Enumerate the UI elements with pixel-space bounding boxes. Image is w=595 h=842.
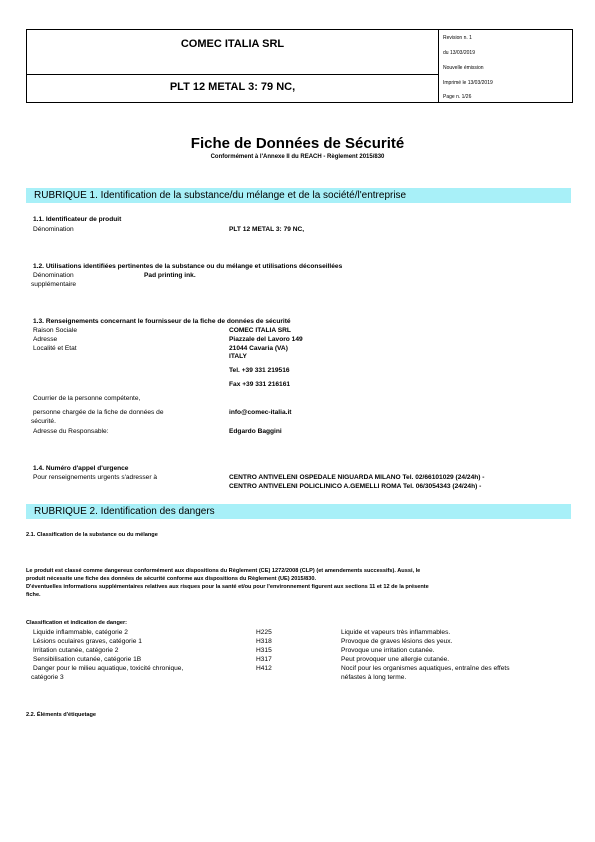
s12-label-a: Dénomination <box>33 272 74 279</box>
s14-title: 1.4. Numéro d'appel d'urgence <box>33 465 129 472</box>
s21-paragraph-line-3: D'éventuelles informations supplémentaires relatives aux risques pour la santé et/ou pour l'environnement figurent aux sections 11 et 12 de la présente <box>26 584 429 590</box>
class-name-5-cont: catégorie 3 <box>31 674 64 681</box>
header-company: COMEC ITALIA SRL <box>180 38 285 50</box>
responsable-value: Edgardo Baggini <box>229 428 282 435</box>
s21-paragraph-line-4: fiche. <box>26 592 41 598</box>
class-name-4: Sensibilisation cutanée, catégorie 1B <box>33 656 142 663</box>
personne-label-a: personne chargée de la fiche de données de <box>33 409 164 416</box>
s11-label: Dénomination <box>33 226 74 233</box>
header-printed: Imprimé le 13/03/2019 <box>443 80 493 86</box>
class-code-5: H412 <box>256 665 272 672</box>
raison-label: Raison Sociale <box>33 327 77 334</box>
class-code-2: H318 <box>256 638 272 645</box>
section-2-bar <box>26 504 571 519</box>
class-name-1: Liquide inflammable, catégorie 2 <box>33 629 128 636</box>
responsable-label: Adresse du Responsable: <box>33 428 109 435</box>
class-code-3: H315 <box>256 647 272 654</box>
localite-value: 21044 Cavaria (VA) <box>229 345 288 352</box>
class-desc-1: Liquide et vapeurs très inflammables. <box>341 629 451 636</box>
s11-value: PLT 12 METAL 3: 79 NC, <box>229 226 305 233</box>
header-page: Page n. 1/26 <box>443 94 472 100</box>
localite-label: Localité et Etat <box>33 345 77 352</box>
personne-label-b: sécurité. <box>31 418 56 425</box>
header-revision: Revision n. 1 <box>443 35 472 41</box>
adresse-label: Adresse <box>33 336 58 343</box>
page-title: Fiche de Données de Sécurité <box>190 135 405 152</box>
header-product: PLT 12 METAL 3: 79 NC, <box>169 81 296 93</box>
header-new-emission: Nouvelle émission <box>443 65 484 71</box>
section-2-title: RUBRIQUE 2. Identification des dangers <box>34 506 215 517</box>
s13-title: 1.3. Renseignements concernant le fournisseur de la fiche de données de sécurité <box>33 318 291 325</box>
s21-title: 2.1. Classification de la substance ou du mélange <box>26 532 158 538</box>
urgent-label: Pour renseignements urgents s'adresser à <box>33 474 158 481</box>
header-revision-date: du 13/03/2019 <box>443 50 475 56</box>
section-1-title: RUBRIQUE 1. Identification de la substance/du mélange et de la société/l'entreprise <box>34 190 407 201</box>
courrier-label: Courrier de la personne compétente, <box>33 395 141 402</box>
fax-value: Fax +39 331 216161 <box>229 381 291 388</box>
class-desc-5: Nocif pour les organismes aquatiques, entraîne des effets <box>341 665 510 672</box>
section-1-bar <box>26 188 571 203</box>
s22-title: 2.2. Éléments d'étiquetage <box>26 712 97 718</box>
class-desc-3: Provoque une irritation cutanée. <box>341 647 435 654</box>
raison-value: COMEC ITALIA SRL <box>229 327 291 334</box>
s12-title: 1.2. Utilisations identifiées pertinentes de la substance ou du mélange et utilisations déconseillées <box>33 263 343 270</box>
s12-value: Pad printing ink. <box>144 272 196 279</box>
s21-paragraph-line-1: Le produit est classé comme dangereux conformément aux dispositions du Règlement (CE) 1272/2008 (CLP) (et amendements successifs). Aussi, le <box>26 568 421 574</box>
class-name-2: Lésions oculaires graves, catégorie 1 <box>33 638 142 645</box>
urgent-line-2: CENTRO ANTIVELENI POLICLINICO A.GEMELLI ROMA Tel. 06/3054343 (24/24h) - <box>229 483 482 490</box>
class-name-3: Irritation cutanée, catégorie 2 <box>33 647 119 654</box>
urgent-line-1: CENTRO ANTIVELENI OSPEDALE NIGUARDA MILANO Tel. 02/66101029 (24/24h) - <box>229 474 485 481</box>
tel-value: Tel. +39 331 219516 <box>229 367 290 374</box>
adresse-value: Piazzale del Lavoro 149 <box>229 336 303 343</box>
header-divider-vertical <box>438 30 439 102</box>
class-desc-5-cont: néfastes à long terme. <box>341 674 407 681</box>
header-divider-horizontal <box>27 74 438 75</box>
page-subtitle: Conformément à l'Annexe II du REACH - Règlement 2015/830 <box>210 154 385 160</box>
document-header <box>26 29 573 103</box>
s21-paragraph-line-2: produit nécessite une fiche des données de sécurité conforme aux dispositions du Règlement (UE) 2015/830. <box>26 576 317 582</box>
class-desc-2: Provoque de graves lésions des yeux. <box>341 638 453 645</box>
s11-title: 1.1. Identificateur de produit <box>33 216 122 223</box>
class-name-5: Danger pour le milieu aquatique, toxicité chronique, <box>33 665 184 672</box>
classification-title: Classification et indication de danger: <box>26 620 128 626</box>
country-value: ITALY <box>229 353 247 360</box>
class-desc-4: Peut provoquer une allergie cutanée. <box>341 656 450 663</box>
class-code-4: H317 <box>256 656 272 663</box>
email-link[interactable]: info@comec-italia.it <box>229 409 292 416</box>
class-code-1: H225 <box>256 629 272 636</box>
s12-label-b: supplémentaire <box>31 281 77 288</box>
